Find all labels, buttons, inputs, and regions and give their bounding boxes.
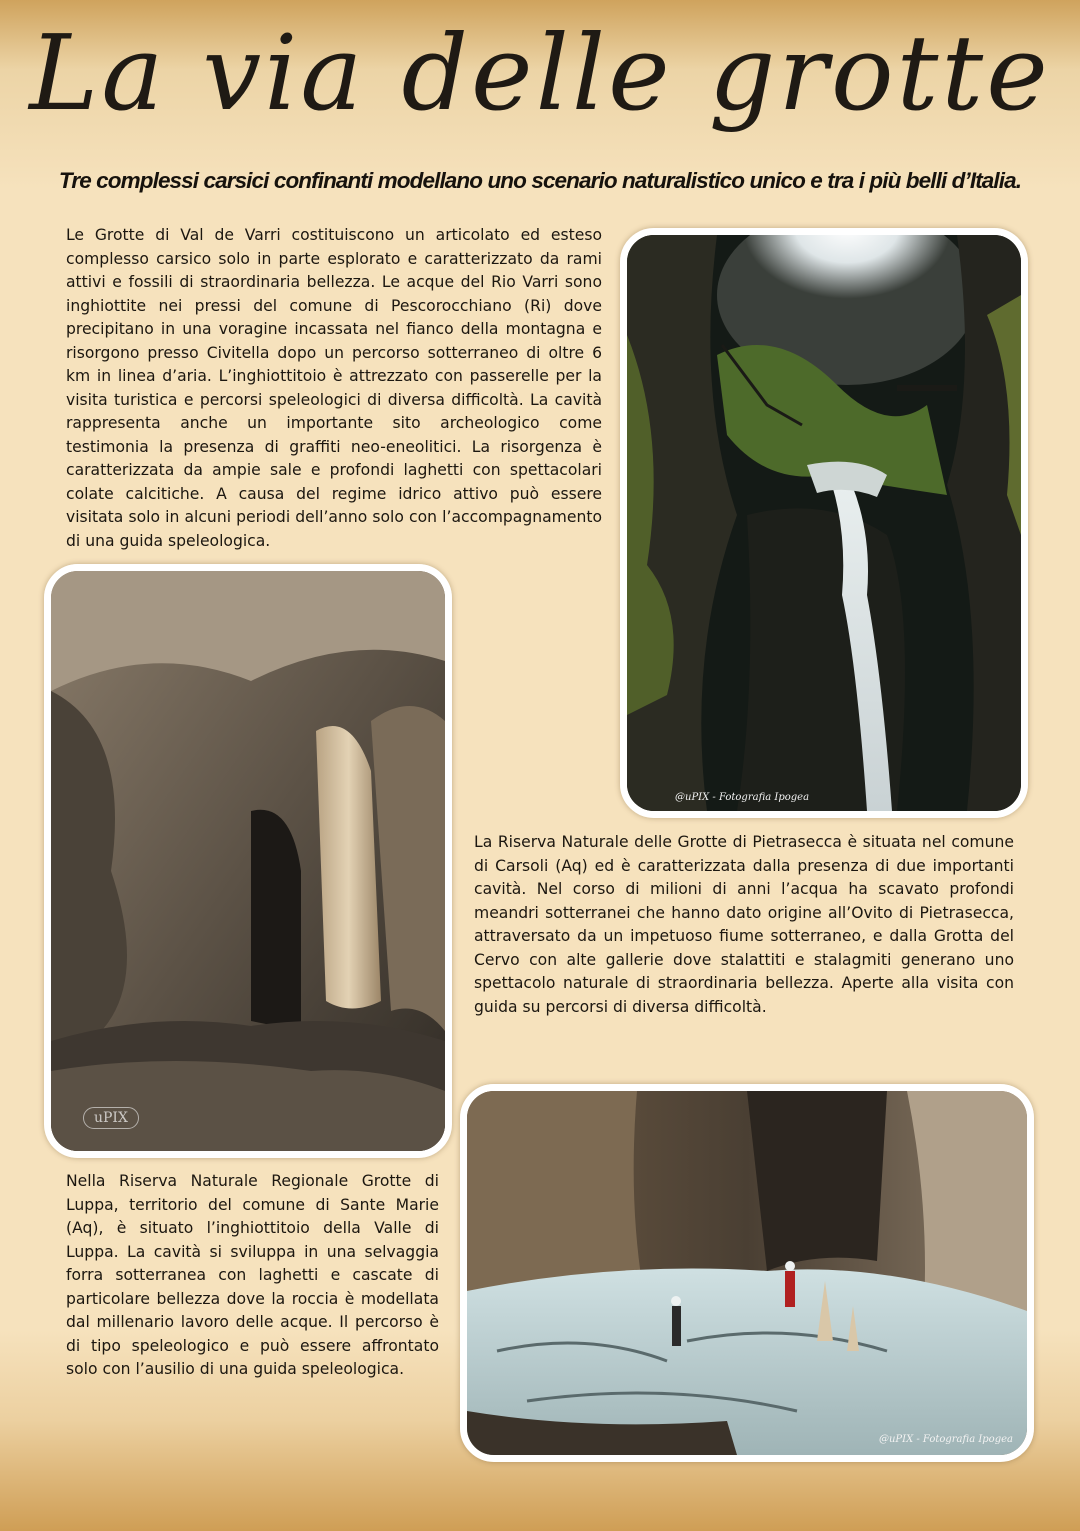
photo-val-de-varri-waterfall (620, 228, 1028, 818)
section-luppa-text: Nella Riserva Naturale Regionale Grotte di Luppa, territorio del comune di Sante Marie (Aq), è situato l’inghiottitoio della Valle di Luppa. La cavità si sviluppa in una selvaggia forra sotterranea con laghetti e cascate di particolare bellezza dove la roccia è modellata dal millenario lavoro delle acque. Il percorso è di tipo speleologico e può essere affrontato solo con l’ausilio di una guida speleologica. (66, 1172, 439, 1378)
photo-pietrasecca-cave (44, 564, 452, 1158)
photo-credit: @uPIX - Fotografia Ipogea (675, 792, 810, 803)
section-val-de-varri-text: Le Grotte di Val de Varri costituiscono un articolato ed esteso complesso carsico solo in parte esplorato e caratterizzato da rami attivi e fossili di straordinaria bellezza. Le acque del Rio Varri sono inghiottite nei pressi del comune di Pescorocchiano (Ri) dove precipitano in una voragine incassata nel fianco della montagna e risorgono presso Civitella dopo un percorso sotterraneo di oltre 6 km in linea d’aria. L’inghiottitoio è attrezzato con passerelle per la visita turistica e percorsi speleologici di diversa difficoltà. La cavità rappresenta anche un importante sito archeologico come testimonia la presenza di graffiti neo-eneolitici. La risorgenza è caratterizzata da ampie sale e profondi laghetti con spettacolari colate calcitiche. A causa del regime idrico attivo può essere visitata solo in alcuni periodi dell’anno solo con l’accompagnamento di una guida speleologica. (66, 226, 602, 550)
section-pietrasecca-text: La Riserva Naturale delle Grotte di Pietrasecca è situata nel comune di Carsoli (Aq) ed è caratterizzata dalla presenza di due importanti cavità. Nel corso di milioni di anni l’acqua ha scavato profondi meandri sotterranei che hanno dato origine all’Ovito di Pietrasecca, attraversato da un impetuoso fiume sotterraneo, e dalla Grotta del Cervo con alte gallerie dove stalattiti e stalagmiti generano uno spettacolo naturale di straordinaria bellezza. Aperte alla visita con guida su percorsi di diversa difficoltà. (474, 833, 1014, 1016)
page-title: La via delle grotte (29, 12, 1051, 134)
page-subtitle: Tre complessi carsici confinanti modellano uno scenario naturalistico unico e tra i più belli d’Italia. (58, 168, 1022, 193)
photo-credit: @uPIX - Fotografia Ipogea (878, 1434, 1013, 1445)
photo-luppa-cave (460, 1084, 1034, 1462)
photo-watermark: uPIX (83, 1107, 139, 1129)
